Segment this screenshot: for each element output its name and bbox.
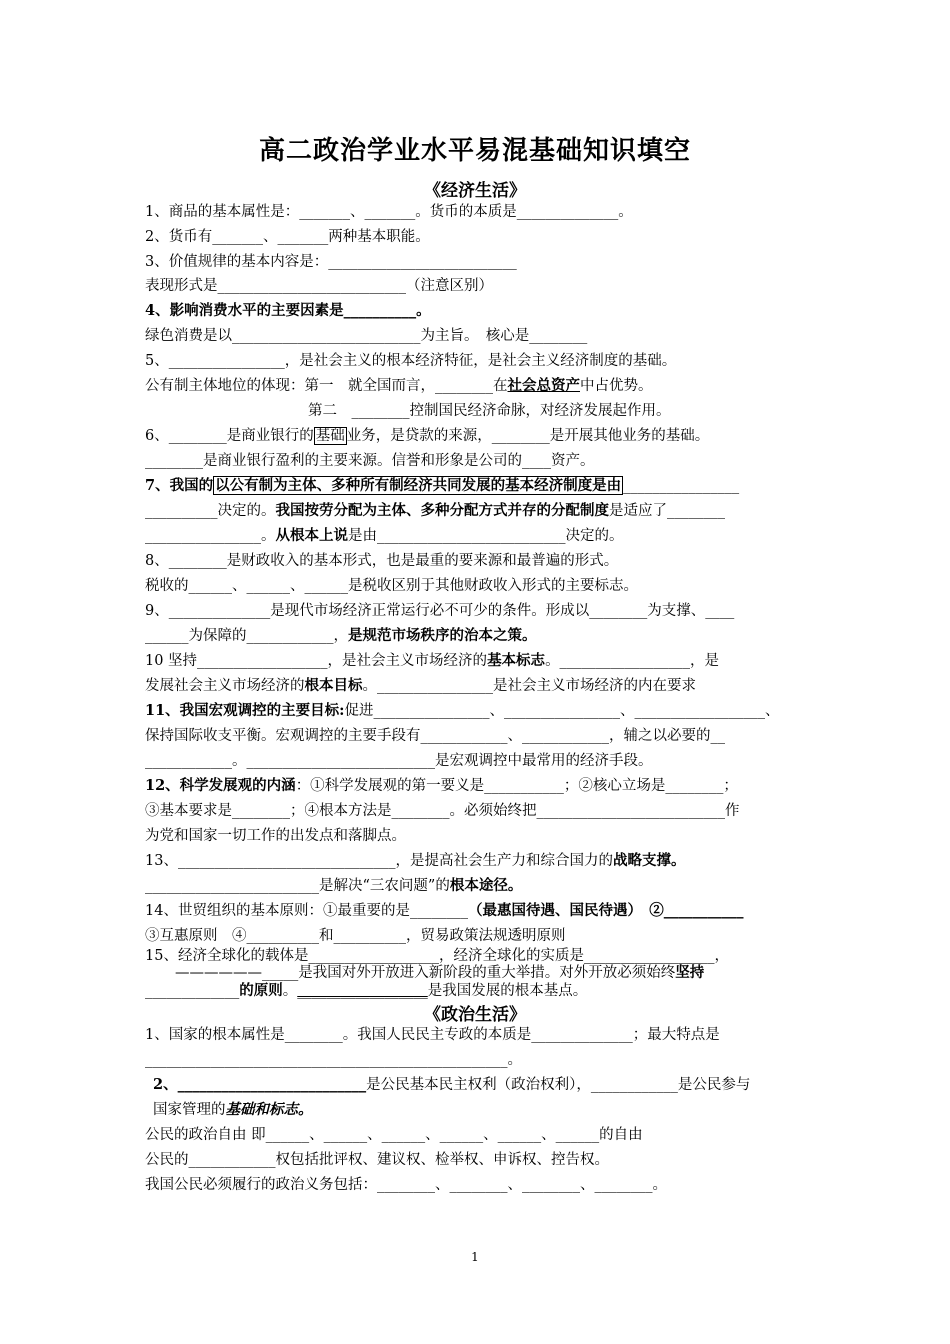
econ-line-10 <box>145 426 709 446</box>
econ-line-28-text: ________________________是解决“三农问题”的 <box>145 878 450 894</box>
econ-line-33-punct: 。 <box>282 983 298 999</box>
econ-line-33-text: 是我国发展的根本基点。 <box>427 983 588 999</box>
econ-line-27-text: 13、______________________________，是提高社会生产力和综合国力的 <box>145 853 613 869</box>
econ-line-19-emphasis: 基本标志 <box>487 652 546 669</box>
pol-line-3-number: 2、 <box>153 1076 178 1093</box>
econ-line-22: 保持国际收支平衡。宏观调控的主要手段有____________、____________，辅之以必要的__ <box>145 728 725 744</box>
econ-line-24-heading: 12、科学发展观的内涵 <box>145 777 296 794</box>
pol-line-4-text: 国家管理的 <box>153 1102 226 1118</box>
econ-line-21 <box>145 701 780 721</box>
econ-line-32-emphasis: 坚持 <box>675 964 705 981</box>
page-title: 高二政治学业水平易混基础知识填空 <box>258 136 691 166</box>
econ-line-2: 2、货币有_______、_______两种基本职能。 <box>145 229 430 245</box>
econ-line-8 <box>145 376 653 396</box>
econ-line-5: 4、影响消费水平的主要因素是__________。 <box>145 302 431 319</box>
econ-line-23: ____________。__________________________是宏观调控中最常用的经济手段。 <box>145 753 653 769</box>
econ-line-33 <box>145 981 587 1001</box>
pol-line-4-emphasis: 基础和标志。 <box>225 1101 313 1118</box>
section-heading-politics: 《政治生活》 <box>424 1005 526 1025</box>
pol-line-7: 我国公民必须履行的政治义务包括：________、________、________、________。 <box>145 1177 667 1193</box>
econ-line-11: ________是商业银行盈利的主要来源。信誉和形象是公司的____资产。 <box>145 453 595 469</box>
econ-line-10-text-a: 6、________是商业银行的 <box>145 428 314 444</box>
econ-line-8-text-c: 中占优势。 <box>580 378 653 394</box>
econ-line-20-text-c: 。________________是社会主义市场经济的内在要求 <box>362 678 696 694</box>
pol-line-3-text: 是公民基本民主权利（政治权利），____________是公民参与 <box>366 1077 751 1093</box>
econ-line-24-text: ：①科学发展观的第一要义是___________；②核心立场是________； <box>295 778 738 794</box>
econ-line-33-emphasis: 的原则 <box>239 982 283 999</box>
econ-line-27-emphasis: 战略支撑。 <box>612 852 686 869</box>
pol-line-3-blank: __________________________ <box>177 1076 367 1093</box>
econ-line-19 <box>145 651 719 671</box>
pol-line-1: 1、国家的根本属性是________。我国人民民主专政的本质是______________；最大特点是 <box>145 1027 720 1043</box>
econ-line-17: 9、______________是现代市场经济正常运行必不可少的条件。形成以________为支撑、____ <box>145 603 735 619</box>
econ-line-7: 5、________________，是社会主义的根本经济特征，是社会主义经济制度的基础。 <box>145 353 677 369</box>
econ-line-4: 表现形式是__________________________（注意区别） <box>145 278 493 294</box>
econ-line-13-text-c: 是适应了________ <box>609 503 725 519</box>
econ-line-14-text-c: 是由__________________________决定的。 <box>348 528 624 544</box>
econ-line-21-text: 促进________________、________________、__________________、 <box>344 703 780 719</box>
econ-line-19-text-c: 。__________________，是 <box>545 653 720 669</box>
econ-line-13 <box>145 501 725 521</box>
econ-line-20-emphasis: 根本目标 <box>304 677 363 694</box>
econ-line-12-blank: ________________ <box>623 478 740 494</box>
econ-line-29-emphasis: （最惠国待遇、国民待遇） ②___________ <box>467 902 744 919</box>
econ-line-10-boxed-word: 基础 <box>315 428 345 444</box>
econ-line-28 <box>145 876 522 896</box>
pol-line-4 <box>153 1100 313 1120</box>
econ-line-16: 税收的______、______、______是税收区别于其他财政收入形式的主要标志。 <box>145 578 638 594</box>
econ-line-26: 为党和国家一切工作的出发点和落脚点。 <box>145 828 406 844</box>
econ-line-8-emphasis: 社会总资产 <box>507 377 580 394</box>
econ-line-20 <box>145 676 696 696</box>
econ-line-19-text-a: 10 坚持__________________，是社会主义市场经济的 <box>145 653 488 669</box>
pol-line-5: 公民的政治自由 即______、______、______、______、______、______的自由 <box>145 1127 643 1143</box>
econ-line-6: 绿色消费是以__________________________为主旨。 核心是________ <box>145 328 588 344</box>
econ-line-30: ③互惠原则 ④__________和__________，贸易政策法规透明原则 <box>145 928 566 944</box>
econ-line-12 <box>145 476 739 496</box>
econ-line-33-blank-b: __________________ <box>297 983 428 999</box>
econ-line-25: ③基本要求是________；④根本方法是________。必须始终把__________________________作 <box>145 803 740 819</box>
econ-line-10-text-c: 业务，是贷款的来源，________是开展其他业务的基础。 <box>346 428 710 444</box>
econ-line-12-boxed-phrase: 以公有制为主体、多种所有制经济共同发展的基本经济制度是由 <box>215 477 622 494</box>
econ-line-28-emphasis: 根本途径。 <box>449 877 523 894</box>
pol-line-6: 公民的____________权包括批评权、建议权、检举权、申诉权、控告权。 <box>145 1152 609 1168</box>
econ-line-18-text-a: ______为保障的____________， <box>145 628 348 644</box>
econ-line-3: 3、价值规律的基本内容是：__________________________ <box>145 254 517 270</box>
econ-line-9: 第二 ________控制国民经济命脉，对经济发展起作用。 <box>308 403 671 419</box>
econ-line-18-emphasis: 是规范市场秩序的治本之策。 <box>348 627 537 644</box>
econ-line-32-text: ——————_____是我国对外开放进入新阶段的重大举措。对外开放必须始终 <box>175 965 676 981</box>
econ-line-12-text-a: 7、我国的 <box>145 477 214 494</box>
econ-line-20-text-a: 发展社会主义市场经济的 <box>145 678 305 694</box>
econ-line-13-text-a: __________决定的。 <box>145 503 276 519</box>
econ-line-14-emphasis: 从根本上说 <box>275 527 348 544</box>
econ-line-27 <box>145 851 685 871</box>
page-number: 1 <box>471 1250 479 1264</box>
pol-line-2: __________________________________________________。 <box>145 1052 522 1068</box>
econ-line-14 <box>145 526 624 546</box>
econ-line-33-blank-a: _____________ <box>145 983 240 999</box>
econ-line-8-text-a: 公有制主体地位的体现：第一 就全国而言，________在 <box>145 378 508 394</box>
econ-line-29-text: 14、世贸组织的基本原则：①最重要的是________ <box>145 903 468 919</box>
econ-line-31: 15、经济全球化的载体是__________________，经济全球化的实质是__________________， <box>145 948 729 964</box>
econ-line-21-heading: 11、我国宏观调控的主要目标: <box>145 702 345 719</box>
econ-line-15: 8、________是财政收入的基本形式，也是最重的要来源和最普遍的形式。 <box>145 553 619 569</box>
pol-line-3 <box>153 1075 750 1095</box>
econ-line-13-emphasis: 我国按劳分配为主体、多种分配方式并存的分配制度 <box>275 502 609 519</box>
econ-line-32 <box>175 963 704 983</box>
econ-line-14-text-a: ________________。 <box>145 528 276 544</box>
econ-line-29 <box>145 901 743 921</box>
section-heading-economics: 《经济生活》 <box>424 181 526 201</box>
econ-line-18 <box>145 626 537 646</box>
econ-line-1: 1、商品的基本属性是：_______、_______。货币的本质是______________。 <box>145 204 633 220</box>
econ-line-24 <box>145 776 738 796</box>
